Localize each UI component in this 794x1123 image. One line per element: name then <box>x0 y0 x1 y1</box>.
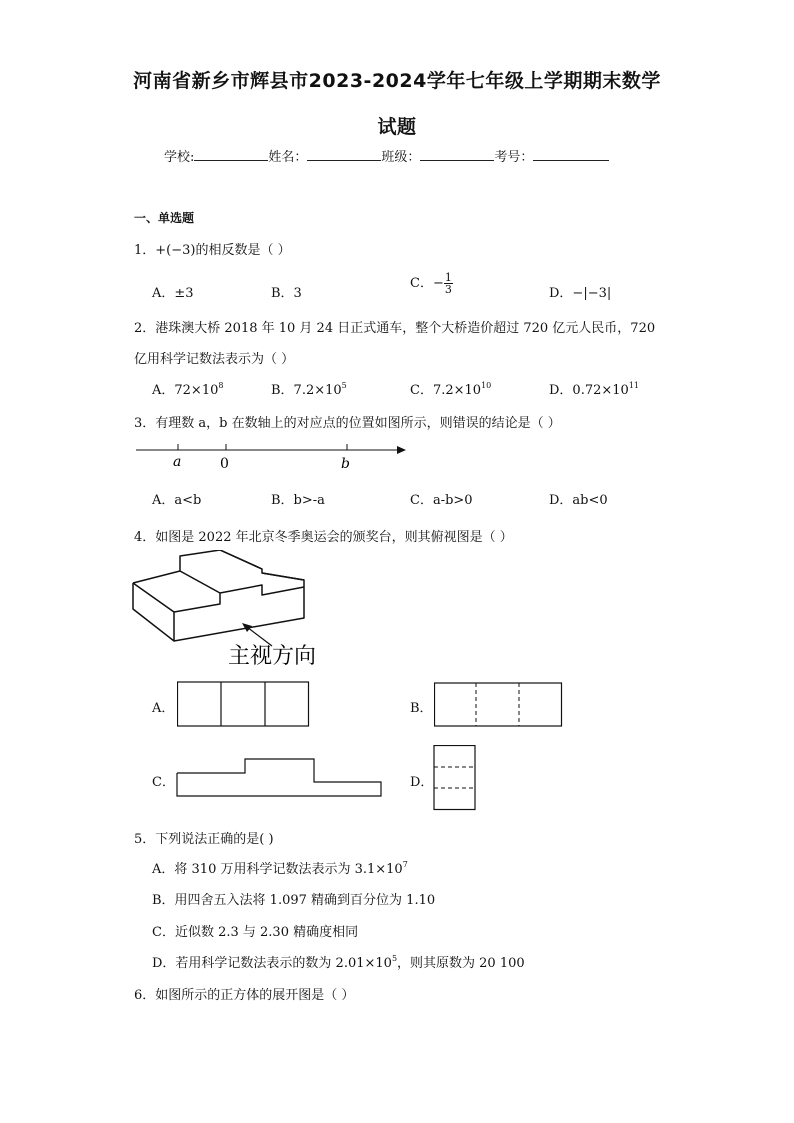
q5-option-a[interactable] <box>152 858 408 877</box>
q2-option-c[interactable] <box>410 379 491 398</box>
q3-option-a[interactable]: A．a<b <box>152 493 202 508</box>
q1-c-label: C．− <box>410 276 444 291</box>
class-blank[interactable] <box>420 147 494 161</box>
q4-option-d-figure[interactable] <box>433 745 477 811</box>
rect-outline <box>434 746 475 810</box>
stepped-outline <box>177 759 381 796</box>
q4-option-a-label[interactable]: A． <box>152 701 175 716</box>
q2-a-base: A．72×10 <box>152 383 219 398</box>
q2-option-b[interactable] <box>271 379 347 398</box>
podium-top-back <box>220 550 262 569</box>
q1-option-b[interactable]: B．3 <box>271 286 302 301</box>
q5-a-exponent: 7 <box>402 860 408 869</box>
question-6: 6．如图所示的正方体的展开图是（ ） <box>134 988 355 1003</box>
q5-d-base: D．若用科学记数法表示的数为 2.01×10 <box>152 956 392 971</box>
q4-option-c-label[interactable]: C． <box>152 775 175 790</box>
number-line-arrow-icon <box>397 446 406 454</box>
q5-option-c[interactable]: C．近似数 2.3 与 2.30 精确度相同 <box>152 925 359 940</box>
q1-number: 1． <box>134 243 156 258</box>
page-title-line2: 试题 <box>377 116 417 138</box>
number-line-figure <box>132 436 414 474</box>
name-label: 姓名： <box>268 150 308 165</box>
label-b: b <box>341 456 350 472</box>
q5-d-tail: ，则其原数为 20 100 <box>397 956 525 971</box>
q5-option-d[interactable] <box>152 952 525 971</box>
class-label: 班级： <box>381 150 421 165</box>
q2-d-exponent: 11 <box>628 381 639 390</box>
q3-option-c[interactable]: C．a-b>0 <box>410 493 473 508</box>
q1-c-fraction <box>444 272 453 295</box>
question-2-line1: 2．港珠澳大桥 2018 年 10 月 24 日正式通车，整个大桥造价超过 720 亿元人民币，720 <box>134 321 656 336</box>
q5-d-exponent: 5 <box>391 954 398 963</box>
q2-option-d[interactable] <box>549 379 639 398</box>
fraction-denominator: 3 <box>444 283 452 296</box>
direction-arrowhead-icon <box>242 623 252 632</box>
school-blank[interactable] <box>194 147 268 161</box>
podium-middle-step <box>180 571 220 593</box>
rect-outline <box>178 682 309 726</box>
label-zero: 0 <box>220 456 229 472</box>
view-direction-label: 主视方向 <box>228 644 317 669</box>
q4-option-c-figure[interactable] <box>176 758 384 798</box>
q2-c-exponent: 10 <box>481 381 492 390</box>
podium-right-step <box>262 573 304 580</box>
question-2-line2: 亿用科学记数法表示为（ ） <box>134 352 295 367</box>
podium-front-edge <box>133 583 304 612</box>
q4-option-b-label[interactable]: B． <box>410 701 433 716</box>
q1-expression: +(−3) <box>155 243 196 258</box>
q5-option-b[interactable]: B．用四舍五入法将 1.097 精确到百分位为 1.10 <box>152 893 436 908</box>
q1-option-d[interactable]: D．−|−3| <box>549 286 612 301</box>
page-title: 河南省新乡市辉县市2023-2024学年七年级上学期期末数学 <box>133 70 661 92</box>
question-4: 4．如图是 2022 年北京冬季奥运会的颁奖台，则其俯视图是（ ） <box>134 530 513 545</box>
question-1 <box>134 239 291 258</box>
student-info-row <box>164 146 609 165</box>
q4-option-d-label[interactable]: D． <box>410 775 434 790</box>
q3-option-d[interactable]: D．ab<0 <box>549 493 608 508</box>
q2-d-base: D．0.72×10 <box>549 383 629 398</box>
q2-c-base: C．7.2×10 <box>410 383 482 398</box>
q4-option-a-figure[interactable] <box>177 681 311 728</box>
school-label: 学校: <box>164 150 195 165</box>
podium-figure <box>128 550 358 675</box>
question-5: 5．下列说法正确的是( ) <box>134 832 274 847</box>
section-heading: 一、单选题 <box>134 211 195 225</box>
q1-text: 的相反数是（ ） <box>195 243 291 258</box>
exam-no-label: 考号： <box>494 150 534 165</box>
q2-b-base: B．7.2×10 <box>271 383 342 398</box>
q3-option-b[interactable]: B．b>-a <box>271 493 325 508</box>
q2-b-exponent: 5 <box>341 381 347 390</box>
q1-option-a[interactable]: A．±3 <box>152 286 194 301</box>
q2-a-exponent: 8 <box>218 381 224 390</box>
podium-outline <box>133 550 304 641</box>
exam-no-blank[interactable] <box>533 147 609 161</box>
fraction-numerator: 1 <box>444 271 452 284</box>
q1-option-c[interactable] <box>410 272 453 295</box>
q4-option-b-figure[interactable] <box>434 682 564 728</box>
question-3: 3．有理数 a，b 在数轴上的对应点的位置如图所示，则错误的结论是（ ） <box>134 416 561 431</box>
q5-a-base: A．将 310 万用科学记数法表示为 3.1×10 <box>152 862 403 877</box>
q2-option-a[interactable] <box>152 379 223 398</box>
label-a: a <box>173 454 182 470</box>
name-blank[interactable] <box>307 147 381 161</box>
rect-outline <box>435 683 562 726</box>
